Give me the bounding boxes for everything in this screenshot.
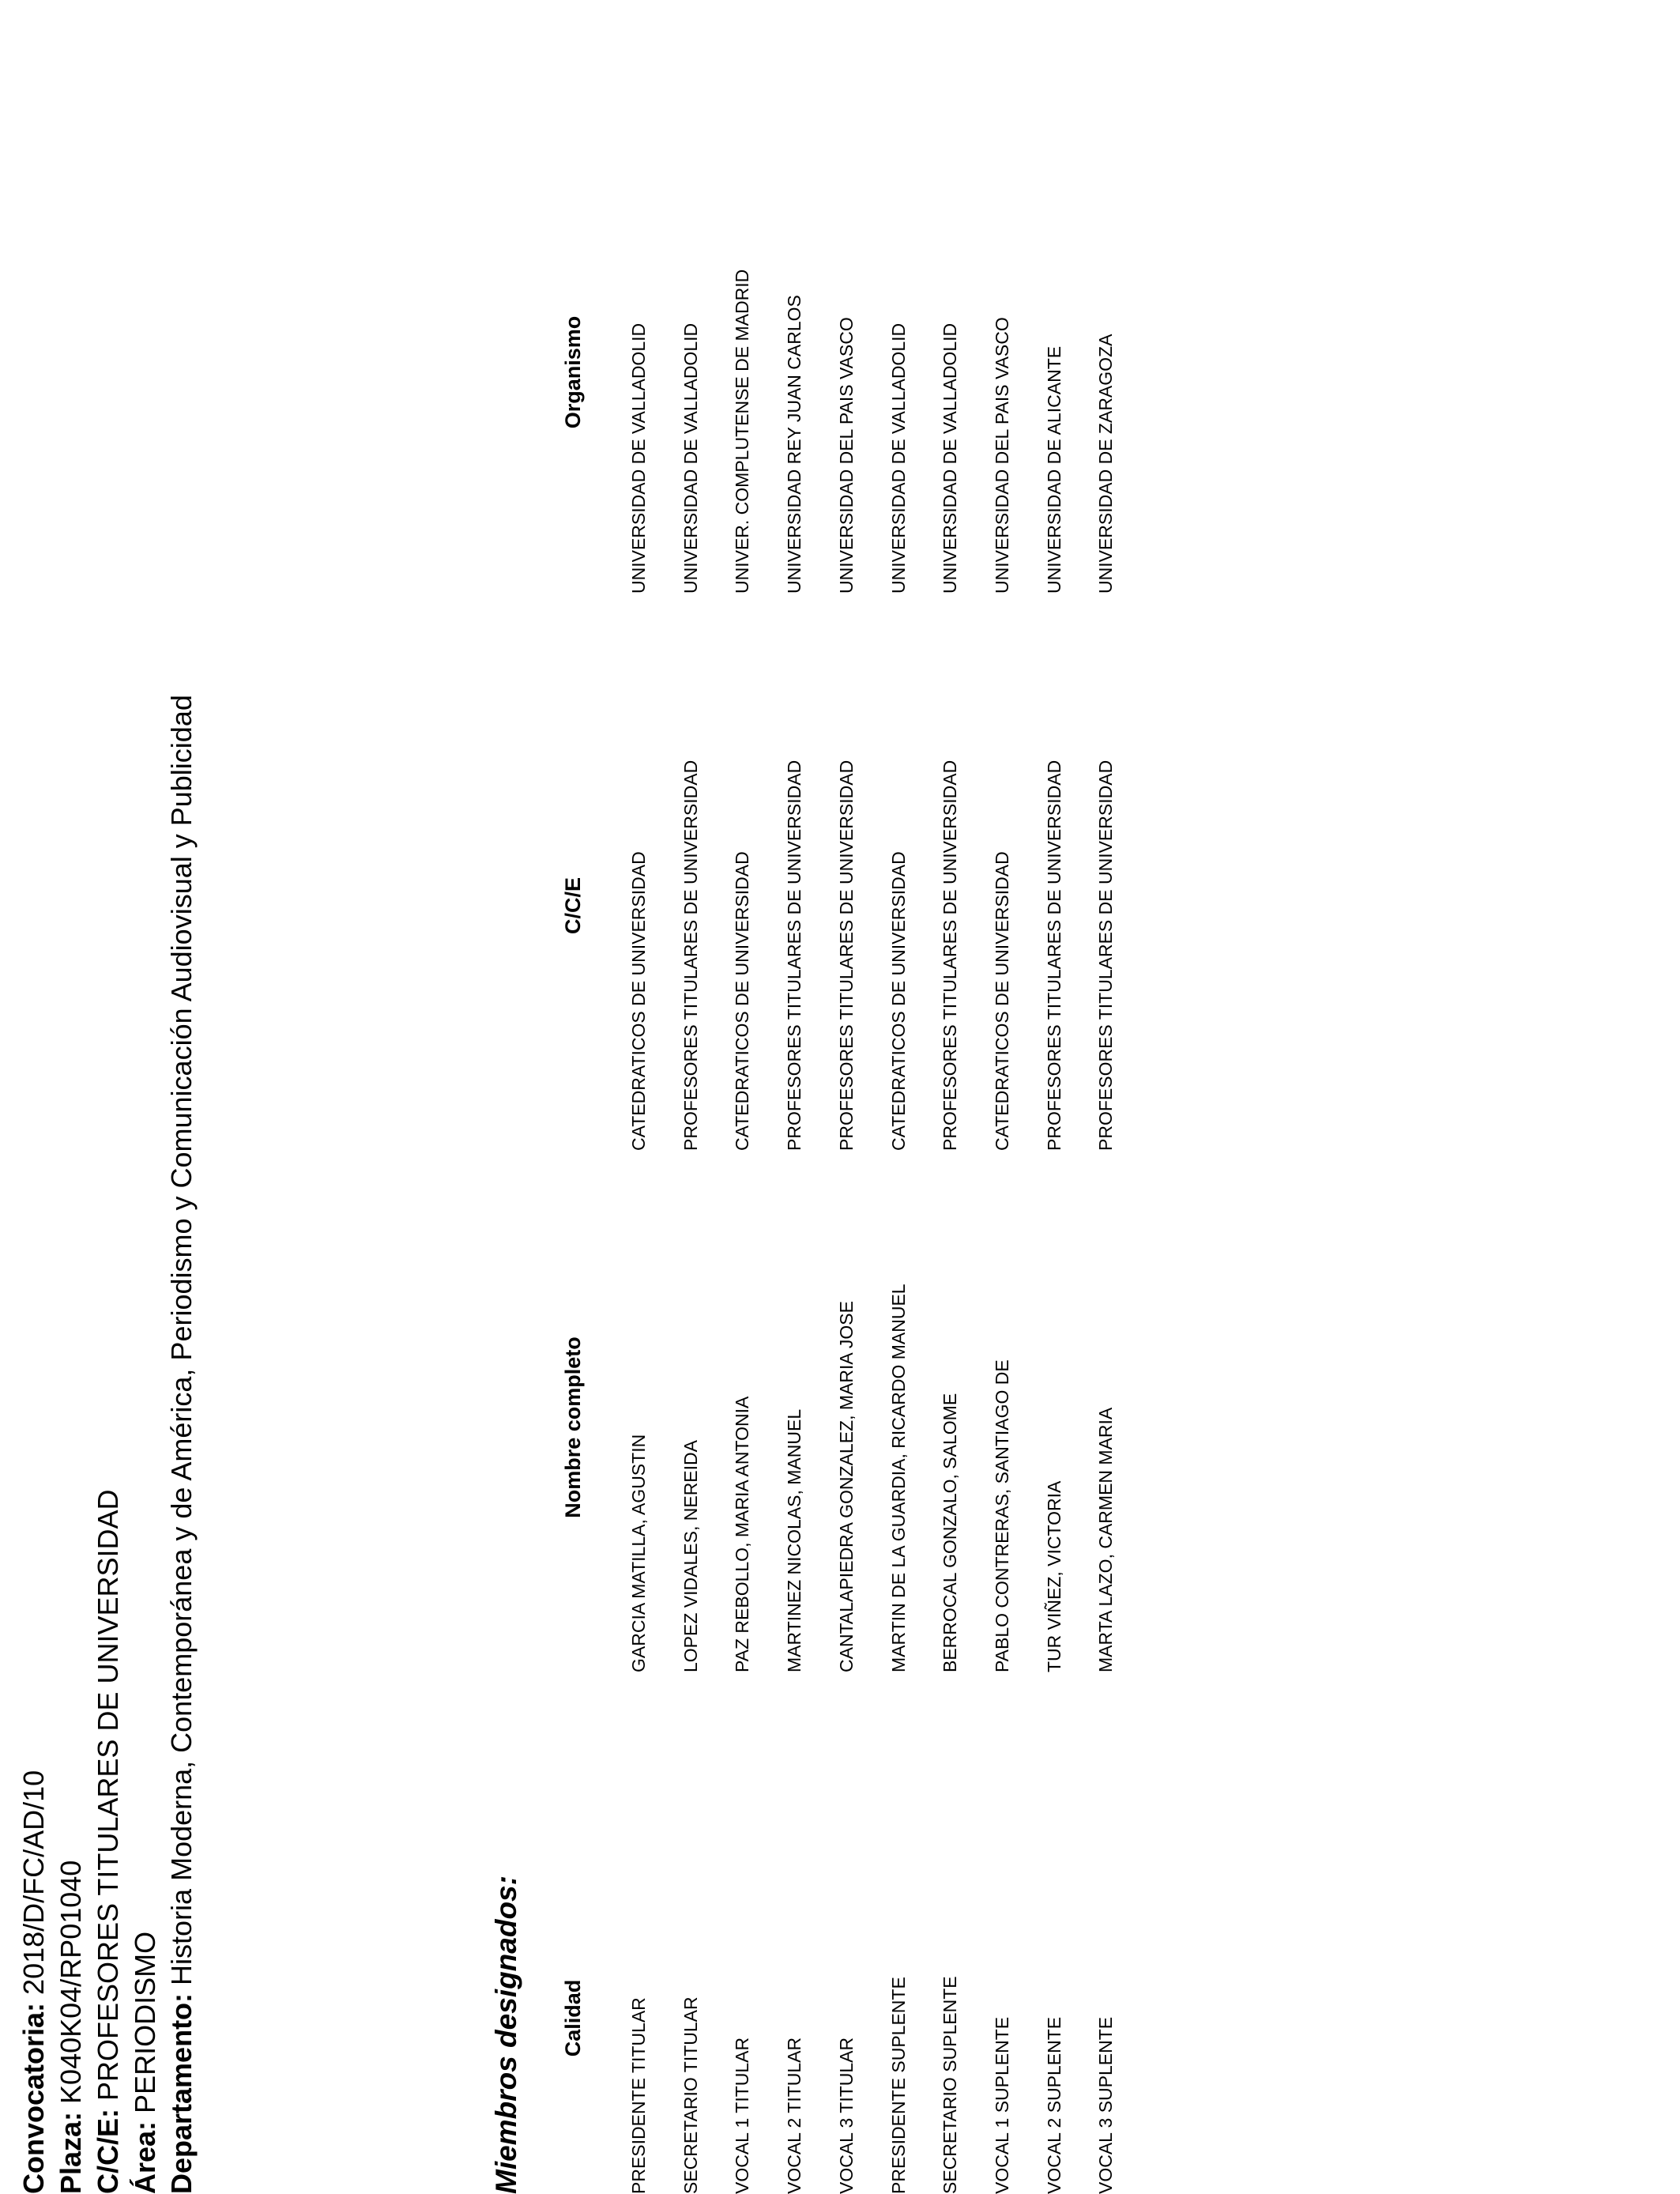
table-cell-cce: PROFESORES TITULARES DE UNIVERSIDAD xyxy=(940,760,961,1151)
table-cell-nombre: LOPEZ VIDALES, NEREIDA xyxy=(680,1440,701,1672)
table-cell-calidad: PRESIDENTE TITULAR xyxy=(628,1997,649,2194)
table-cell-nombre: MARTINEZ NICOLAS, MANUEL xyxy=(784,1408,805,1672)
table-cell-organismo: UNIVERSIDAD DEL PAIS VASCO xyxy=(835,317,857,594)
plaza-value: K040K04/RP01040 xyxy=(55,1860,87,2112)
section-title: Miembros designados: xyxy=(490,1875,522,2194)
table-cell-cce: CATEDRATICOS DE UNIVERSIDAD xyxy=(991,851,1012,1151)
table-cell-nombre: BERROCAL GONZALO, SALOME xyxy=(940,1393,961,1672)
table-cell-organismo: UNIVER. COMPLUTENSE DE MADRID xyxy=(732,269,753,594)
table-cell-organismo: UNIVERSIDAD DE VALLADOLID xyxy=(680,322,701,594)
table-cell-cce: PROFESORES TITULARES DE UNIVERSIDAD xyxy=(1095,760,1117,1151)
table-cell-organismo: UNIVERSIDAD DE VALLADOLID xyxy=(887,322,909,594)
table-cell-cce: CATEDRATICOS DE UNIVERSIDAD xyxy=(887,851,909,1151)
table-cell-calidad: VOCAL 1 SUPLENTE xyxy=(991,2016,1012,2194)
table-cell-cce: PROFESORES TITULARES DE UNIVERSIDAD xyxy=(835,760,857,1151)
table-cell-nombre: PAZ REBOLLO, MARIA ANTONIA xyxy=(732,1396,753,1672)
table-cell-cce: PROFESORES TITULARES DE UNIVERSIDAD xyxy=(1043,760,1064,1151)
table-cell-calidad: PRESIDENTE SUPLENTE xyxy=(887,1977,909,2194)
table-cell-organismo: UNIVERSIDAD DE ZARAGOZA xyxy=(1095,334,1117,594)
area-value: PERIODISMO xyxy=(129,1931,161,2121)
column-header-organismo: Organismo xyxy=(561,315,585,429)
table-cell-organismo: UNIVERSIDAD DEL PAIS VASCO xyxy=(991,317,1012,594)
table-cell-calidad: SECRETARIO TITULAR xyxy=(680,1996,701,2194)
table-cell-cce: PROFESORES TITULARES DE UNIVERSIDAD xyxy=(680,760,701,1151)
departamento-value: Historia Moderna, Contemporánea y de América, Periodismo y Comunicación Audiovisual y Publicidad xyxy=(165,695,198,1993)
table-cell-calidad: VOCAL 2 TITULAR xyxy=(784,2037,805,2194)
area-label: Área: xyxy=(129,2120,161,2194)
table-cell-cce: CATEDRATICOS DE UNIVERSIDAD xyxy=(628,851,649,1151)
table-cell-nombre: MARTIN DE LA GUARDIA, RICARDO MANUEL xyxy=(887,1284,909,1672)
header-convocatoria xyxy=(17,1770,50,2194)
table-cell-nombre: GARCIA MATILLA, AGUSTIN xyxy=(628,1434,649,1672)
table-cell-nombre: TUR VIÑEZ, VICTORIA xyxy=(1043,1480,1064,1672)
table-cell-organismo: UNIVERSIDAD DE ALICANTE xyxy=(1043,345,1064,594)
table-cell-organismo: UNIVERSIDAD REY JUAN CARLOS xyxy=(784,295,805,594)
table-cell-cce: PROFESORES TITULARES DE UNIVERSIDAD xyxy=(784,760,805,1151)
table-cell-organismo: UNIVERSIDAD DE VALLADOLID xyxy=(628,322,649,594)
table-cell-nombre: CANTALAPIEDRA GONZALEZ, MARIA JOSE xyxy=(835,1301,857,1672)
header-departamento xyxy=(165,695,198,2194)
table-cell-nombre: MARTA LAZO, CARMEN MARIA xyxy=(1095,1407,1117,1672)
table-cell-organismo: UNIVERSIDAD DE VALLADOLID xyxy=(940,322,961,594)
departamento-label: Departamento: xyxy=(165,1992,198,2194)
convocatoria-value: 2018/D/FC/AD/10 xyxy=(17,1770,50,2003)
cce-value: PROFESORES TITULARES DE UNIVERSIDAD xyxy=(92,1489,124,2109)
header-cce xyxy=(94,1490,122,2194)
table-cell-calidad: VOCAL 3 TITULAR xyxy=(835,2037,857,2194)
column-header-calidad: Calidad xyxy=(561,1979,585,2057)
table-cell-calidad: VOCAL 3 SUPLENTE xyxy=(1095,2016,1117,2194)
plaza-label: Plaza: xyxy=(55,2111,87,2194)
cce-label: C/C/E: xyxy=(92,2109,124,2194)
table-cell-nombre: PABLO CONTRERAS, SANTIAGO DE xyxy=(991,1359,1012,1672)
column-header-nombre: Nombre completo xyxy=(561,1336,585,1518)
table-cell-calidad: SECRETARIO SUPLENTE xyxy=(940,1976,961,2194)
header-area xyxy=(131,1932,160,2194)
column-header-cce: C/C/E xyxy=(561,877,585,935)
table-cell-cce: CATEDRATICOS DE UNIVERSIDAD xyxy=(732,851,753,1151)
table-cell-calidad: VOCAL 1 TITULAR xyxy=(732,2037,753,2194)
table-cell-calidad: VOCAL 2 SUPLENTE xyxy=(1043,2016,1064,2194)
convocatoria-label: Convocatoria: xyxy=(17,2002,50,2194)
header-plaza xyxy=(57,1860,85,2194)
